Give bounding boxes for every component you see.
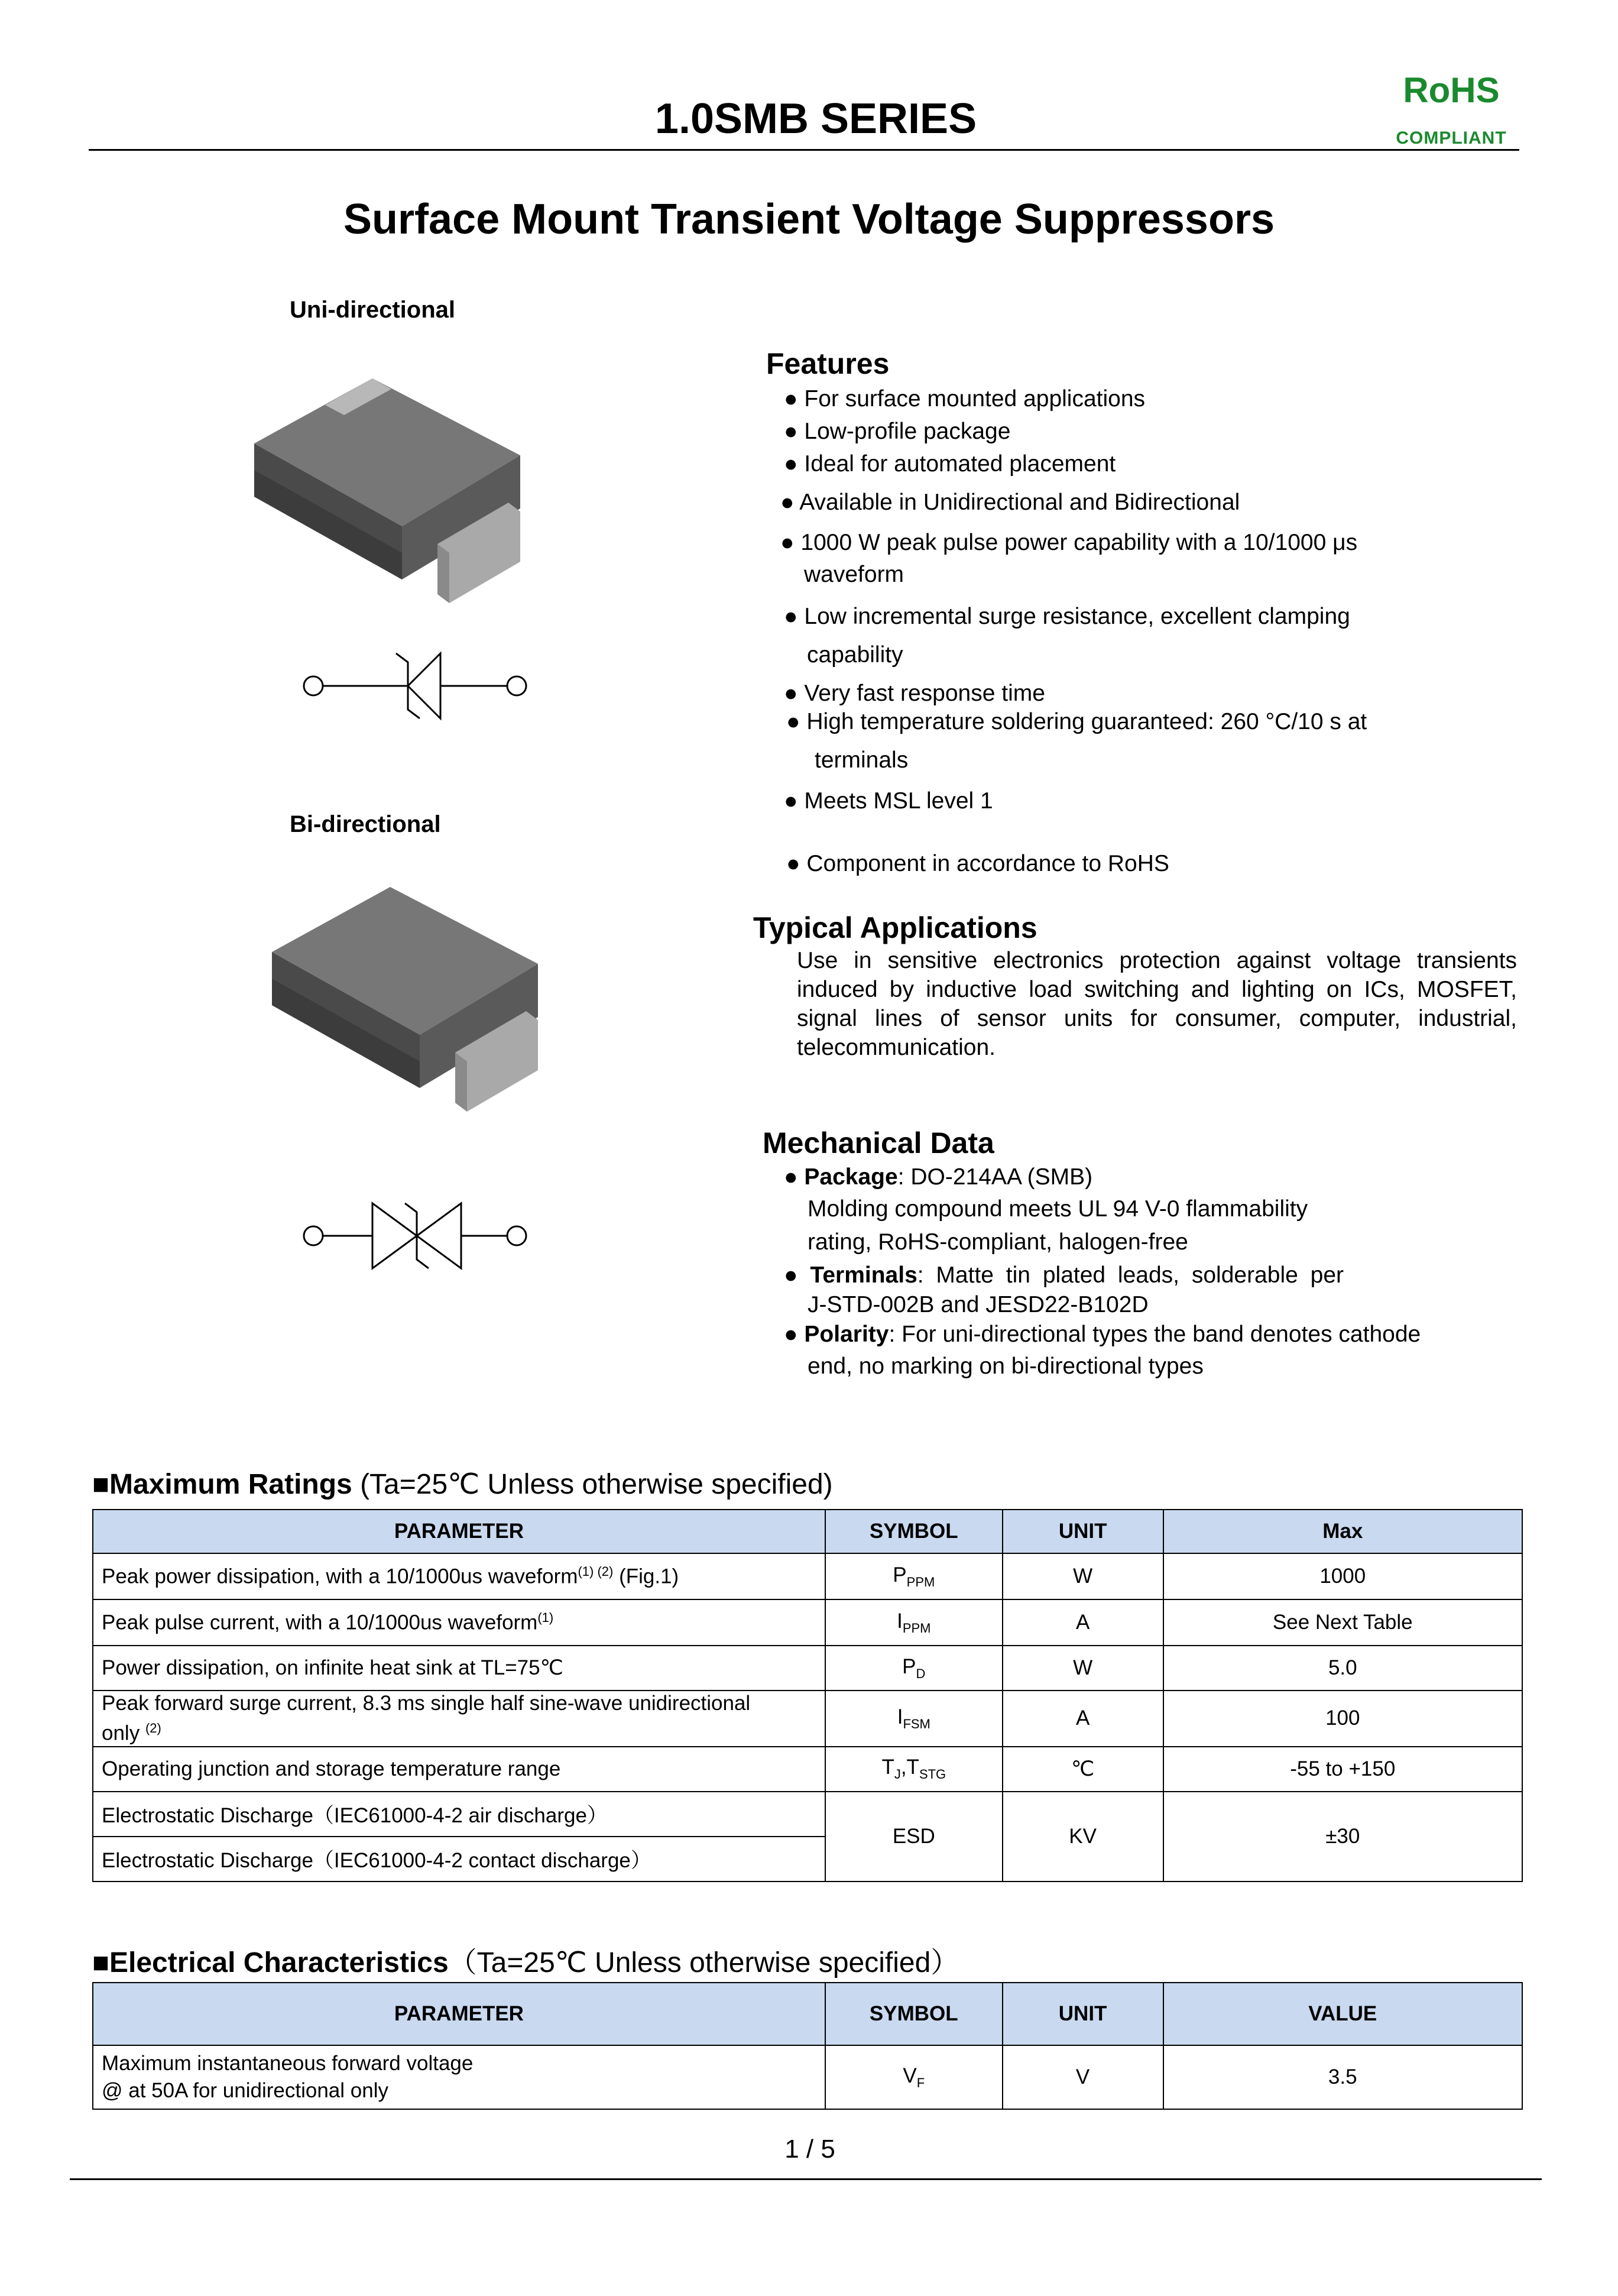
table-row xyxy=(93,1691,1522,1747)
max-ratings-lead: ■Maximum Ratings xyxy=(92,1469,352,1500)
param-cell: Electrostatic Discharge（IEC61000-4-2 air discharge） xyxy=(93,1792,825,1837)
unit-cell: KV xyxy=(1003,1792,1163,1882)
mech-package-line2: Molding compound meets UL 94 V-0 flammability xyxy=(808,1196,1308,1222)
symbol-cell: ESD xyxy=(825,1792,1003,1882)
table-row xyxy=(93,2045,1522,2109)
electrical-table xyxy=(92,1982,1523,2110)
max-ratings-cond: (Ta=25℃ Unless otherwise specified) xyxy=(352,1469,833,1500)
symbol-cell xyxy=(825,1691,1003,1747)
feature-item-cont: capability xyxy=(807,642,903,668)
feature-item-cont: waveform xyxy=(804,562,904,587)
mech-terminals xyxy=(784,1261,1375,1290)
mech-polarity-line2: end, no marking on bi-directional types xyxy=(808,1353,1204,1379)
symbol-sub: F xyxy=(916,2075,925,2090)
unit-cell: W xyxy=(1003,1553,1163,1599)
symbol-sub: FSM xyxy=(903,1716,930,1731)
param-tail: (Fig.1) xyxy=(613,1565,679,1588)
terminals-value: : Matte tin plated leads, solderable per xyxy=(917,1262,1344,1288)
electrical-cond: （Ta=25℃ Unless otherwise specified） xyxy=(448,1947,959,1978)
table-row xyxy=(93,1747,1522,1792)
feature-item: ● Component in accordance to RoHS xyxy=(786,851,1169,876)
param-text: Peak forward surge current, 8.3 ms single half sine-wave unidirectional xyxy=(102,1692,751,1715)
bi-directional-label: Bi-directional xyxy=(290,811,441,837)
features-heading: Features xyxy=(766,347,890,380)
header-divider xyxy=(89,149,1519,151)
feature-item: ● Ideal for automated placement xyxy=(784,451,1116,477)
bullet: ● xyxy=(784,1262,810,1288)
bi-package-image xyxy=(254,863,562,1135)
applications-heading: Typical Applications xyxy=(753,911,1037,944)
param-cell: Power dissipation, on infinite heat sink at TL=75℃ xyxy=(93,1646,825,1691)
mech-package-line3: rating, RoHS-compliant, halogen-free xyxy=(808,1229,1188,1255)
unit-cell: V xyxy=(1003,2045,1163,2109)
symbol-sub: PPM xyxy=(906,1574,935,1589)
unit-cell: A xyxy=(1003,1691,1163,1747)
table-header-row xyxy=(93,1983,1522,2045)
unit-cell: ℃ xyxy=(1003,1747,1163,1792)
max-ratings-table xyxy=(92,1509,1523,1882)
symbol: I xyxy=(897,1609,903,1633)
param-cell: Operating junction and storage temperature range xyxy=(93,1747,825,1792)
col-header: PARAMETER xyxy=(93,1983,825,2045)
symbol-sub: J xyxy=(894,1767,901,1782)
value-cell: 3.5 xyxy=(1163,2045,1522,2109)
uni-directional-label: Uni-directional xyxy=(290,297,456,323)
param-cell xyxy=(93,2045,825,2109)
terminals-label: Terminals xyxy=(810,1262,917,1288)
param-note: (1) xyxy=(537,1610,554,1625)
col-header: SYMBOL xyxy=(825,1983,1003,2045)
value-cell: 5.0 xyxy=(1163,1646,1522,1691)
feature-item: ● Low-profile package xyxy=(784,419,1011,444)
symbol-sub: STG xyxy=(919,1767,946,1782)
symbol-cell xyxy=(825,2045,1003,2109)
electrical-title xyxy=(92,1939,959,1980)
table-row xyxy=(93,1792,1522,1837)
package-label: Package xyxy=(804,1164,898,1190)
rohs-badge xyxy=(1371,70,1531,150)
symbol-cell xyxy=(825,1553,1003,1599)
bullet: ● xyxy=(784,1164,805,1190)
polarity-value: : For uni-directional types the band denotes cathode xyxy=(889,1322,1421,1347)
col-header: SYMBOL xyxy=(825,1510,1003,1553)
package-value: : DO-214AA (SMB) xyxy=(897,1164,1093,1190)
mech-polarity xyxy=(784,1320,1421,1349)
symbol-cell xyxy=(825,1747,1003,1792)
table-row xyxy=(93,1553,1522,1599)
value-cell: 1000 xyxy=(1163,1553,1522,1599)
feature-item: ● High temperature soldering guaranteed: 260 °C/10 s at xyxy=(786,709,1367,734)
symbol-cell xyxy=(825,1599,1003,1646)
param-text: Peak pulse current, with a 10/1000us waveform xyxy=(102,1611,538,1634)
value-cell: ±30 xyxy=(1163,1792,1522,1882)
symbol-cell xyxy=(825,1646,1003,1691)
compliant-text: COMPLIANT xyxy=(1396,128,1507,148)
page-number: 1 / 5 xyxy=(784,2135,835,2164)
feature-item: ● Available in Unidirectional and Bidirectional xyxy=(780,490,1240,515)
param-text-line2: @ at 50A for unidirectional only xyxy=(102,2079,388,2102)
symbol-mid: ,T xyxy=(900,1756,919,1779)
param-text: Peak power dissipation, with a 10/1000us waveform xyxy=(102,1565,578,1588)
col-header: UNIT xyxy=(1003,1983,1163,2045)
param-cell xyxy=(93,1599,825,1646)
mech-terminals-line2: J-STD-002B and JESD22-B102D xyxy=(808,1292,1149,1317)
col-header: UNIT xyxy=(1003,1510,1163,1553)
series-title: 1.0SMB SERIES xyxy=(654,95,977,143)
table-row xyxy=(93,1646,1522,1691)
symbol-sub: PPM xyxy=(902,1620,931,1636)
param-note: (1) (2) xyxy=(578,1564,614,1579)
symbol: P xyxy=(893,1563,907,1586)
table-row xyxy=(93,1599,1522,1646)
feature-item: ● 1000 W peak pulse power capability with a 10/1000 μs xyxy=(780,530,1358,555)
feature-item-cont: terminals xyxy=(815,747,909,773)
mechanical-heading: Mechanical Data xyxy=(763,1126,994,1160)
param-text: Maximum instantaneous forward voltage xyxy=(102,2052,474,2075)
symbol: I xyxy=(897,1705,903,1728)
uni-package-image xyxy=(236,355,544,627)
param-cell: Electrostatic Discharge（IEC61000-4-2 contact discharge） xyxy=(93,1837,825,1882)
col-header: VALUE xyxy=(1163,1983,1522,2045)
symbol: T xyxy=(881,1756,894,1779)
value-cell: 100 xyxy=(1163,1691,1522,1747)
rohs-text: RoHS xyxy=(1403,70,1500,110)
value-cell: -55 to +150 xyxy=(1163,1747,1522,1792)
polarity-label: Polarity xyxy=(804,1322,889,1347)
electrical-lead: ■Electrical Characteristics xyxy=(92,1947,449,1978)
applications-text: Use in sensitive electronics protection against voltage transients induced by inductive load switching and lighting on ICs, MOSFET, signal lines of sensor units for consumer, computer, industrial, telecommunication. xyxy=(797,948,1517,1060)
bullet: ● xyxy=(784,1322,805,1347)
feature-item: ● For surface mounted applications xyxy=(784,386,1146,412)
col-header: Max xyxy=(1163,1510,1522,1553)
uni-diode-symbol xyxy=(296,645,538,739)
page-title: Surface Mount Transient Voltage Suppressors xyxy=(343,196,1275,243)
param-note: (2) xyxy=(145,1721,161,1735)
param-text-line2: only xyxy=(102,1721,140,1745)
unit-cell: A xyxy=(1003,1599,1163,1646)
param-cell xyxy=(93,1691,825,1747)
symbol: P xyxy=(902,1654,916,1678)
bi-diode-symbol xyxy=(296,1194,538,1289)
footer-divider xyxy=(70,2178,1542,2180)
feature-item: ● Low incremental surge resistance, excellent clamping xyxy=(784,604,1350,629)
symbol-sub: D xyxy=(916,1666,926,1681)
value-cell: See Next Table xyxy=(1163,1599,1522,1646)
table-header-row xyxy=(93,1510,1522,1553)
col-header: PARAMETER xyxy=(93,1510,825,1553)
param-cell xyxy=(93,1553,825,1599)
feature-item: ● Very fast response time xyxy=(784,681,1045,706)
mech-package xyxy=(784,1162,1092,1192)
feature-item: ● Meets MSL level 1 xyxy=(784,788,993,814)
unit-cell: W xyxy=(1003,1646,1163,1691)
symbol: V xyxy=(903,2064,917,2087)
max-ratings-title xyxy=(92,1468,833,1501)
